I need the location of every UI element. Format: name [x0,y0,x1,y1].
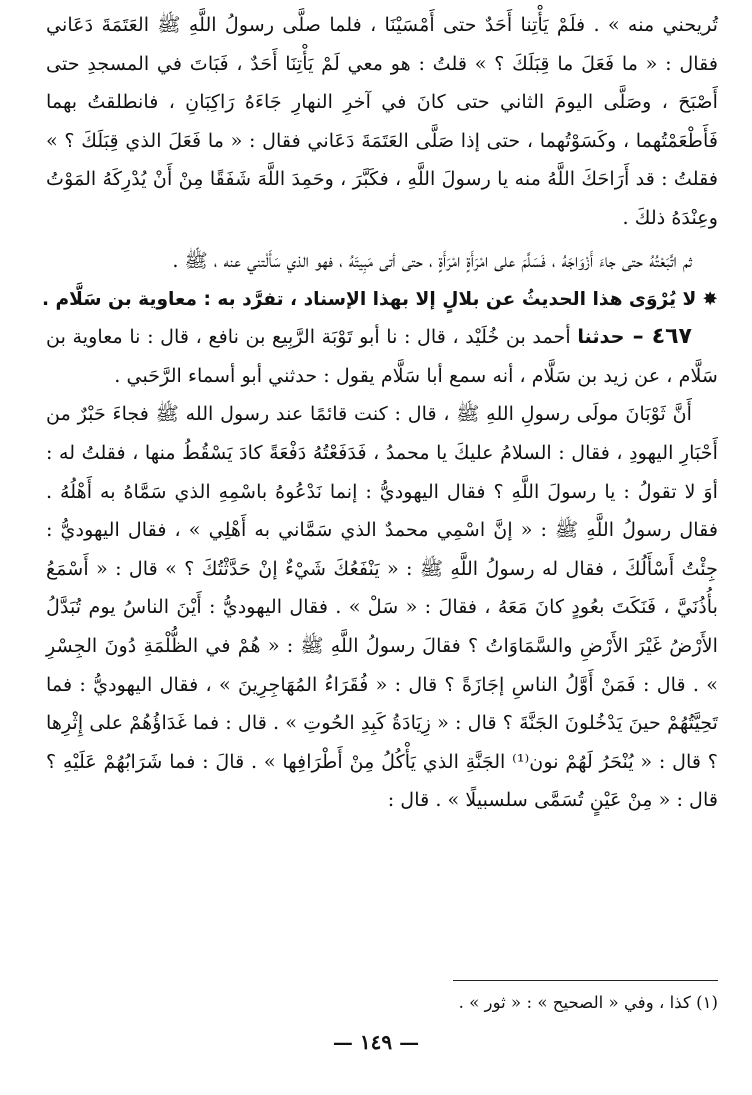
hadith-dash: – [624,324,652,350]
footnote: (١) كذا ، وفي « الصحيح » : « ثور » . [458,993,718,1012]
paragraph-1: تُريحني منه » . فلَمْ يَأْتِنا أَحَدٌ حتى أَمْسَيْنَا ، فلما صلَّى رسولُ اللَّهِ ﷺ العَتَمَةَ دَعَاني فقال : « ما فَعَلَ ما قِبَلَكَ ؟ » قلتُ : هو معي لَمْ يَأْتِنَا أَحَدٌ ، فَبَاتَ في المسجدِ حتى أَصْبَحَ ، وصَلَّى اليومَ الثاني حتى كانَ في آخرِ النهارِ جَاءَهُ رَاكِبَانِ ، فانطلقتُ بهما فَأَطْعَمْتُهما ، وكَسَوْتُهما ، حتى إذا صَلَّى العَتَمَةَ دَعَاني فقال : « ما فَعَلَ الذي قِبَلَكَ ؟ » فقلتُ : قد أَرَاحَكَ اللَّهُ منه يا رسولَ اللَّهِ ، فكَبَّرَ ، وحَمِدَ اللَّهَ شَفَقًا مِنْ أَنْ يُدْرِكَهُ المَوْتُ وعِنْدَهُ ذلكَ . [46,13,718,229]
isnad-note [41,282,718,318]
hadith-matn: أَنَّ ثَوْبَانَ مولَى رسولِ اللهِ ﷺ ، قال : كنت قائمًا عند رسول الله ﷺ فجاءَ حَبْرٌ من أَحْبَارِ اليهودِ ، فقال : السلامُ عليكَ يا محمدُ ، فَدَفَعْتُهُ دَفْعَةً كادَ يَسْقُطُ منها ، فقلتُ له : أوَ لا تقولُ : يا رسولَ اللَّهِ ؟ فقال اليهوديُّ : إنما نَدْعُوهُ باسْمِهِ الذي سَمَّاهُ به أَهْلُهُ . فقال رسولُ اللَّهِ ﷺ : « إنَّ اسْمِي محمدٌ الذي سَمَّاني به أَهْلِي » ، فقال اليهوديُّ : جِئْتُ أَسْأَلُكَ ، فقال له رسولُ اللَّهِ ﷺ : « يَنْفَعُكَ شَيْءٌ إنْ حَدَّثْتُكَ ؟ » قال : « أَسْمَعُ بأُذُنَيَّ ، فَنَكَتَ بعُودٍ كانَ مَعَهُ ، فقالَ : « سَلْ » . فقال اليهوديُّ : أَيْنَ الناسُ يوم تُبَدَّلُ الأَرْضُ غَيْرَ الأَرْضِ والسَّمَاوَاتُ ؟ فقالَ رسولُ اللَّهِ ﷺ : « هُمْ في الظُّلْمَةِ دُونَ الجِسْرِ » . قال : فَمَنْ أَوَّلُ الناسِ إجَازَةً ؟ قال : « فُقَرَاءُ المُهَاجِرِينَ » ، فقال اليهوديُّ : فما تَحِيَّتُهُمْ حينَ يَدْخُلونَ الجَنَّةَ ؟ قال : « زِيَادَةُ كَبِدِ الحُوتِ » . قال : فما غَدَاؤُهُمْ على إِثْرِها ؟ قال : « يُنْحَرُ لَهُمْ نون⁽¹⁾ الجَنَّةِ الذي يَأْكُلُ مِنْ أَطْرَافِها » . قالَ : فما شَرَابُهُمْ عَلَيْهِ ؟ قال : « مِنْ عَيْنٍ تُسَمَّى سلسبيلًا » . قال : [46,402,718,812]
hadith-opener: حدثنا [577,325,625,349]
asterisk-icon: ✸ [702,289,718,311]
paragraph-2: ثم اتَّبَعْتُهُ حتى جاءَ أَزْوَاجَهُ ، فَسَلَّمَ على امْرَأَةٍ امْرَأَةٍ ، حتى أتى مَبِيتَهُ ، فهو الذي سَأَلْتني عنه ، ﷺ . [172,248,692,272]
isnad-note-text: لا يُرْوَى هذا الحديثُ عن بلالٍ إلا بهذا الإسناد ، تفرَّد به : معاوية بن سَلَّام . [41,289,697,311]
page-number: — ١٤٩ — [332,1030,420,1054]
hadith-isnad-text: أحمد بن خُلَيْد ، قال : نا أبو تَوْبَة الرَّبِيع بن نافع ، قال : نا معاوية بن سَلَّام ، عن زيد بن سَلَّام ، أنه سمع أبا سَلَّام يقول : حدثني أبو أسماء الرَّحَبي . [46,325,718,387]
footnote-divider [453,980,718,981]
hadith-isnad [46,318,718,395]
page-body [41,6,718,820]
hadith-number: ٤٦٧ [651,324,692,350]
